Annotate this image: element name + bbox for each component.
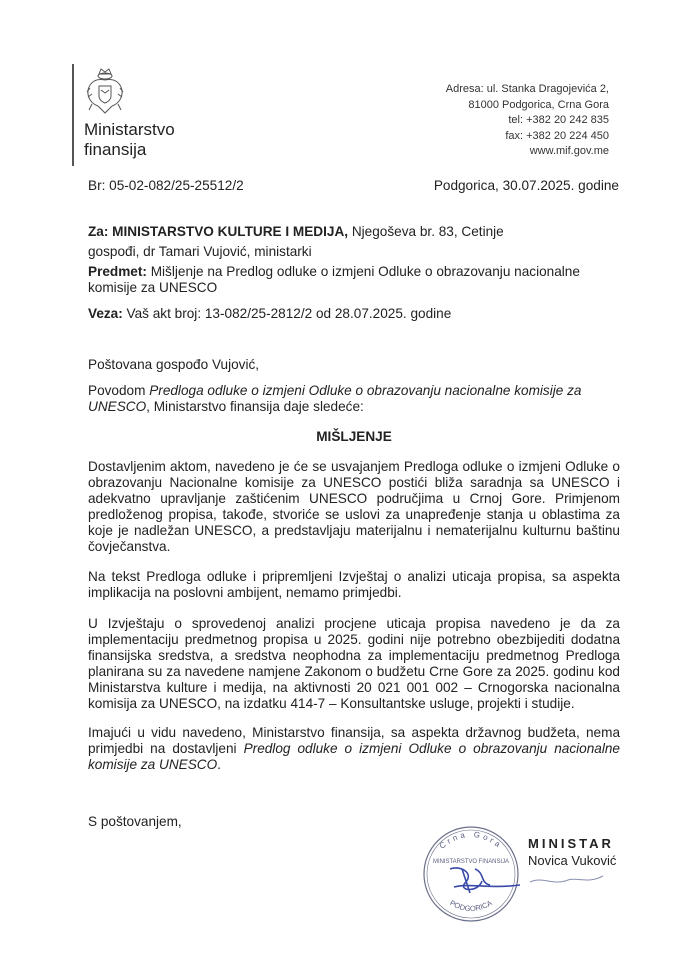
signatory-title: MINISTAR (528, 836, 614, 851)
recipient-attention: gospođi, dr Tamari Vujović, ministarki (88, 244, 312, 259)
reference-text: Vaš akt broj: 13-082/25-2812/2 od 28.07.2025. godine (126, 306, 452, 321)
subject-text: Mišljenje na Predlog odluke o izmjeni Odluke o obrazovanju nacionalne komisije za UNESCO (88, 264, 580, 295)
address-street: Adresa: ul. Stanka Dragojevića 2, (445, 83, 609, 95)
stamp-text-ring: MINISTARSTVO FINANSIJA (433, 859, 509, 865)
org-line-1: Ministarstvo (84, 120, 175, 139)
address-website[interactable]: www.mif.gov.me (529, 145, 609, 157)
subject-label: Predmet: (88, 264, 147, 279)
za-label: Za: (88, 224, 109, 239)
intro-italic: Predloga odluke o izmjeni Odluke o obrazovanju nacionalne komisije za UNESCO (88, 383, 582, 414)
closing: S poštovanjem, (88, 814, 182, 829)
subject-line (88, 264, 620, 296)
intro-paragraph (88, 383, 620, 415)
ministry-name (84, 120, 175, 160)
recipient-address: Njegoševa br. 83, Cetinje (351, 224, 504, 239)
official-stamp (420, 823, 522, 925)
salutation: Poštovana gospođo Vujović, (88, 357, 260, 372)
contact-address-block (446, 82, 609, 160)
paragraph-2 (88, 569, 620, 601)
letterhead-divider (72, 64, 74, 166)
reference-line (88, 306, 620, 322)
paragraph-3-text: U Izvještaju o sprovedenoj analizi procjene uticaja propisa navedeno je da za implementaciju predmetnog propisa u 2025. godini nije potrebno obezbijediti dodatna finansijska sredstva, a sredstva neophodna za implementaciju predmetnog Predloga planirana su za navedene namjene Zakonom o budžetu Crne Gore za 2025. godinu kod Ministarstva kulture i medija, na aktivnosti 20 021 001 002 – Crnogorska nacionalna komisija za UNESCO, na izdatku 414-7 – Konsultantske usluge, projekti i studije. (88, 616, 620, 711)
org-line-2: finansija (84, 140, 147, 159)
paragraph-3 (88, 616, 620, 712)
paragraph-4-italic: Predlog odluke o izmjeni Odluke o obrazovanju nacionalne komisije za UNESCO (88, 741, 620, 772)
intro-prefix: Povodom (88, 383, 150, 398)
recipient-name: MINISTARSTVO KULTURE I MEDIJA, (112, 224, 349, 239)
letter-body (88, 357, 620, 830)
intro-suffix: , Ministarstvo finansija daje sledeće: (146, 399, 364, 414)
handwritten-signature (528, 872, 608, 890)
stamp-text-top: Crna Gora (437, 829, 505, 851)
paragraph-4-prefix: Imajući u vidu navedeno, Ministarstvo finansija, sa aspekta državnog budžeta, nema primjedbi na dostavljeni (88, 725, 620, 756)
address-fax: fax: +382 20 224 450 (505, 129, 609, 142)
stamp-text-bottom: PODGORICA (448, 898, 494, 914)
paragraph-1 (88, 459, 620, 555)
paragraph-2-text: Na tekst Predloga odluke i pripremljeni Izvještaj o analizi uticaja propisa, sa aspekta implikacija na poslovni ambijent, nemamo primjedbi. (88, 569, 620, 600)
address-tel: tel: +382 20 242 835 (508, 114, 609, 126)
place-date: Podgorica, 30.07.2025. godine (433, 178, 619, 193)
paragraph-1-text: Dostavljenim aktom, navedeno je će se usvajanjem Predloga odluke o izmjeni Odluke o obrazovanju Nacionalne komisije za UNESCO postići bliža saradnja sa UNESCO i adekvatno upravljanje zaštićenim UNESCO područjima u Crnoj Gore. Primjenom predloženog propisa, takođe, stvoriće se uslovi za unapređenje stanja u oblastima za koje je nadležan UNESCO, a predstavljaju materijalnu i nematerijalnu kulturnu baštinu čovječanstva. (88, 459, 620, 554)
paragraph-4 (88, 725, 620, 773)
reference-number: Br: 05-02-082/25-25512/2 (88, 178, 244, 193)
address-city: 81000 Podgorica, Crna Gora (468, 98, 609, 111)
coat-of-arms-emblem (84, 66, 126, 116)
signatory-name: Novica Vuković (528, 853, 617, 868)
opinion-heading: MIŠLJENJE (316, 429, 392, 444)
svg-text:PODGORICA (448, 898, 493, 913)
paragraph-4-suffix: . (217, 757, 221, 772)
recipient-line (88, 224, 620, 240)
reference-label: Veza: (88, 306, 123, 321)
